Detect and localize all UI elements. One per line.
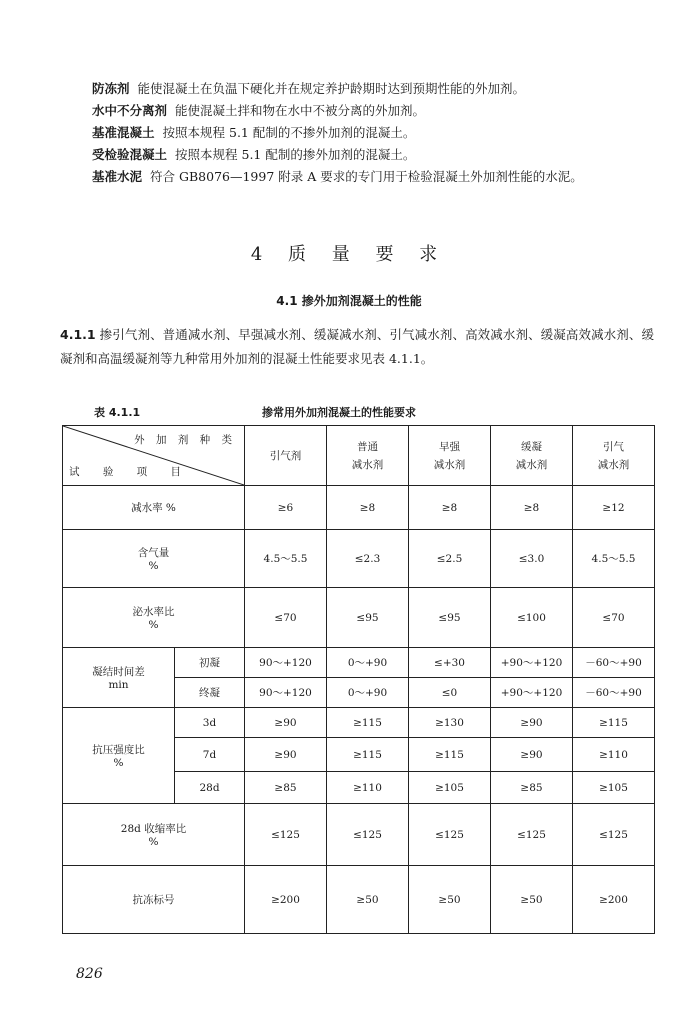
table-cell: ≥115 xyxy=(409,738,491,772)
table-cell: ≥115 xyxy=(573,708,655,738)
table-cell: ≤95 xyxy=(409,588,491,648)
page-number: 826 xyxy=(76,966,103,982)
table-cell: ≥200 xyxy=(245,866,327,934)
sub-row-label: 3d xyxy=(175,708,245,738)
table-cell: －60～+90 xyxy=(573,648,655,678)
table-cell: ≤125 xyxy=(327,804,409,866)
diagonal-header-cell xyxy=(63,426,245,486)
column-header: 引气剂 xyxy=(245,426,327,486)
table-row xyxy=(63,588,655,648)
table-row xyxy=(63,804,655,866)
table-cell: ≥90 xyxy=(245,738,327,772)
definition: 受检验混凝土 按照本规程 5.1 配制的掺外加剂的混凝土。 xyxy=(92,147,416,162)
table-cell: ≤70 xyxy=(245,588,327,648)
column-header: 早强 减水剂 xyxy=(409,426,491,486)
clause-text: 掺引气剂、普通减水剂、早强减水剂、缓凝减水剂、引气减水剂、高效减水剂、缓凝高效减水剂、缓凝剂和高温缓凝剂等九种常用外加剂的混凝土性能要求见表 4.1.1。 xyxy=(60,327,654,366)
definition: 防冻剂 能使混凝土在负温下硬化并在规定养护龄期时达到预期性能的外加剂。 xyxy=(92,81,526,96)
table-cell: ≥110 xyxy=(573,738,655,772)
table-cell: 0～+90 xyxy=(327,648,409,678)
clause-number: 4.1.1 xyxy=(60,327,96,342)
table-cell: ≥115 xyxy=(327,738,409,772)
table-cell: ≥50 xyxy=(327,866,409,934)
table-cell: ≥105 xyxy=(409,772,491,804)
table-cell: +90～+120 xyxy=(491,648,573,678)
row-label: 28d 收缩率比 % xyxy=(63,804,245,866)
table-cell: +90～+120 xyxy=(491,678,573,708)
table-cell: 4.5～5.5 xyxy=(245,530,327,588)
column-header: 普通 减水剂 xyxy=(327,426,409,486)
table-cell: ≥85 xyxy=(491,772,573,804)
sub-row-label: 28d xyxy=(175,772,245,804)
table-cell: ≥115 xyxy=(327,708,409,738)
table-header-row xyxy=(63,426,655,486)
table-cell: ≥50 xyxy=(491,866,573,934)
table-cell: ≤2.5 xyxy=(409,530,491,588)
row-label: 抗冻标号 xyxy=(63,866,245,934)
performance-table xyxy=(62,425,655,934)
table-cell: ≤125 xyxy=(573,804,655,866)
table-cell: ≥12 xyxy=(573,486,655,530)
header-test-item: 试 验 项 目 xyxy=(69,466,192,478)
section-title: 4.1 掺外加剂混凝土的性能 xyxy=(276,294,422,308)
chapter-title: 4 质 量 要 求 xyxy=(250,244,448,265)
table-cell: ≥8 xyxy=(327,486,409,530)
table-cell: ≤2.3 xyxy=(327,530,409,588)
table-cell: －60～+90 xyxy=(573,678,655,708)
table-row xyxy=(63,530,655,588)
table-cell: ≤+30 xyxy=(409,648,491,678)
table-cell: ≤0 xyxy=(409,678,491,708)
table-row xyxy=(63,708,655,738)
column-header: 缓凝 减水剂 xyxy=(491,426,573,486)
row-label: 泌水率比 % xyxy=(63,588,245,648)
table-cell: ≤125 xyxy=(491,804,573,866)
table-cell: 90～+120 xyxy=(245,678,327,708)
row-group-label: 凝结时间差 min xyxy=(63,648,175,708)
table-title: 掺常用外加剂混凝土的性能要求 xyxy=(262,406,416,419)
table-cell: ≥130 xyxy=(409,708,491,738)
table-cell: ≥90 xyxy=(491,738,573,772)
table-cell: ≤100 xyxy=(491,588,573,648)
table-cell: ≥90 xyxy=(491,708,573,738)
table-cell: 4.5～5.5 xyxy=(573,530,655,588)
definition: 基准混凝土 按照本规程 5.1 配制的不掺外加剂的混凝土。 xyxy=(92,125,416,140)
table-cell: 0～+90 xyxy=(327,678,409,708)
table-cell: ≥85 xyxy=(245,772,327,804)
sub-row-label: 初凝 xyxy=(175,648,245,678)
clause-paragraph xyxy=(60,323,654,371)
row-label: 含气量 % xyxy=(63,530,245,588)
table-cell: ≤70 xyxy=(573,588,655,648)
row-label: 减水率 % xyxy=(63,486,245,530)
table-cell: ≥6 xyxy=(245,486,327,530)
table-cell: ≥8 xyxy=(409,486,491,530)
table-label: 表 4.1.1 xyxy=(94,406,141,419)
table-cell: 90～+120 xyxy=(245,648,327,678)
table-cell: ≥8 xyxy=(491,486,573,530)
table-cell: ≥110 xyxy=(327,772,409,804)
column-header: 引气 减水剂 xyxy=(573,426,655,486)
table-cell: ≤95 xyxy=(327,588,409,648)
table-cell: ≥50 xyxy=(409,866,491,934)
table-cell: ≥200 xyxy=(573,866,655,934)
table-cell: ≥105 xyxy=(573,772,655,804)
sub-row-label: 终凝 xyxy=(175,678,245,708)
table-row xyxy=(63,866,655,934)
header-admixture-type: 外 加 剂 种 类 xyxy=(134,434,236,446)
definition: 水中不分离剂 能使混凝土拌和物在水中不被分离的外加剂。 xyxy=(92,103,426,118)
table-row xyxy=(63,486,655,530)
definitions-block xyxy=(60,78,660,188)
sub-row-label: 7d xyxy=(175,738,245,772)
row-group-label: 抗压强度比 % xyxy=(63,708,175,804)
table-cell: ≤125 xyxy=(409,804,491,866)
table-cell: ≤3.0 xyxy=(491,530,573,588)
table-cell: ≥90 xyxy=(245,708,327,738)
table-cell: ≤125 xyxy=(245,804,327,866)
definition: 基准水泥 符合 GB8076—1997 附录 A 要求的专门用于检验混凝土外加剂性能的水泥。 xyxy=(92,169,583,184)
table-row xyxy=(63,648,655,678)
